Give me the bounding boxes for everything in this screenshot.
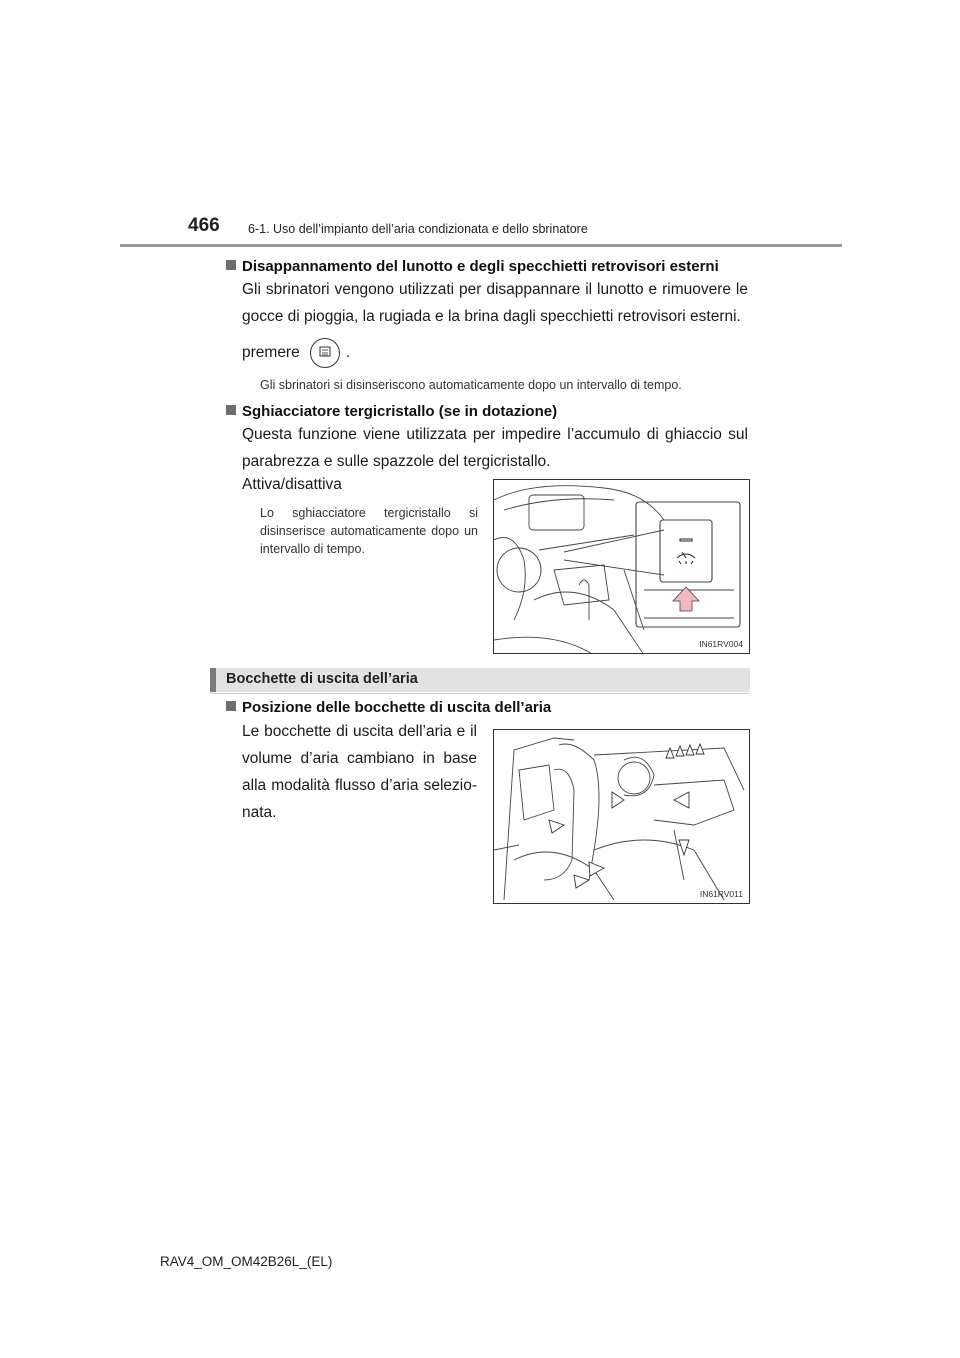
- dashboard-illustration: [494, 480, 750, 654]
- bullet-square-icon: [226, 701, 236, 711]
- section-bar-air-outlets: [210, 668, 750, 692]
- toggle-instruction: Attiva/disattiva: [242, 476, 342, 493]
- rear-defogger-button-icon: [310, 338, 340, 368]
- heading-wiper-deicer: [226, 403, 557, 420]
- chapter-title: 6-1. Uso dell’impianto dell’aria condizionata e dello sbrinatore: [248, 222, 588, 236]
- press-instruction: [242, 338, 442, 368]
- paragraph-wiper-deicer: Questa funzione viene utilizzata per impedire l’accumulo di ghiaccio sul parabrezza e sulle spazzole del tergicristallo.: [242, 426, 748, 470]
- figure-code: IN61RV011: [699, 889, 743, 899]
- heading-text: Disappannamento del lunotto e degli specchietti retrovisori esterni: [242, 258, 719, 275]
- heading-rear-defogger: [226, 258, 719, 275]
- header-divider: [120, 244, 842, 247]
- heading-outlet-position: [226, 699, 551, 716]
- section-divider: [210, 693, 750, 694]
- page-number: 466: [188, 215, 220, 236]
- section-title: Bocchette di uscita dell’aria: [226, 671, 418, 687]
- paragraph-defogger: Gli sbrinatori vengono utilizzati per disappannare il lunotto e rimuovere le gocce di pioggia, la rugiada e la brina dagli specchietti retrovisori esterni.: [242, 281, 748, 325]
- paragraph-air-outlets: Le bocchette di uscita dell’aria e il volume d’aria cambiano in base alla modalità flusso d’aria selezio-nata.: [242, 723, 477, 821]
- figure-code: IN61RV004: [699, 639, 743, 649]
- heading-text: Sghiacciatore tergicristallo (se in dotazione): [242, 403, 558, 420]
- press-label: premere: [242, 344, 300, 362]
- heading-text: Posizione delle bocchette di uscita dell’aria: [242, 699, 552, 716]
- manual-code: RAV4_OM_OM42B26L_(EL): [160, 1254, 333, 1269]
- note-deicer-auto-off: Lo sghiacciatore tergicristallo si disinserisce automaticamente dopo un intervallo di tempo.: [260, 506, 478, 556]
- figure-wiper-deicer-switch: [493, 479, 750, 654]
- figure-air-outlets: [493, 729, 750, 904]
- bullet-square-icon: [226, 260, 236, 270]
- note-defogger-auto-off: Gli sbrinatori si disinseriscono automaticamente dopo un intervallo di tempo.: [260, 378, 682, 392]
- cabin-illustration: [494, 730, 750, 904]
- bullet-square-icon: [226, 405, 236, 415]
- press-period: .: [345, 344, 351, 362]
